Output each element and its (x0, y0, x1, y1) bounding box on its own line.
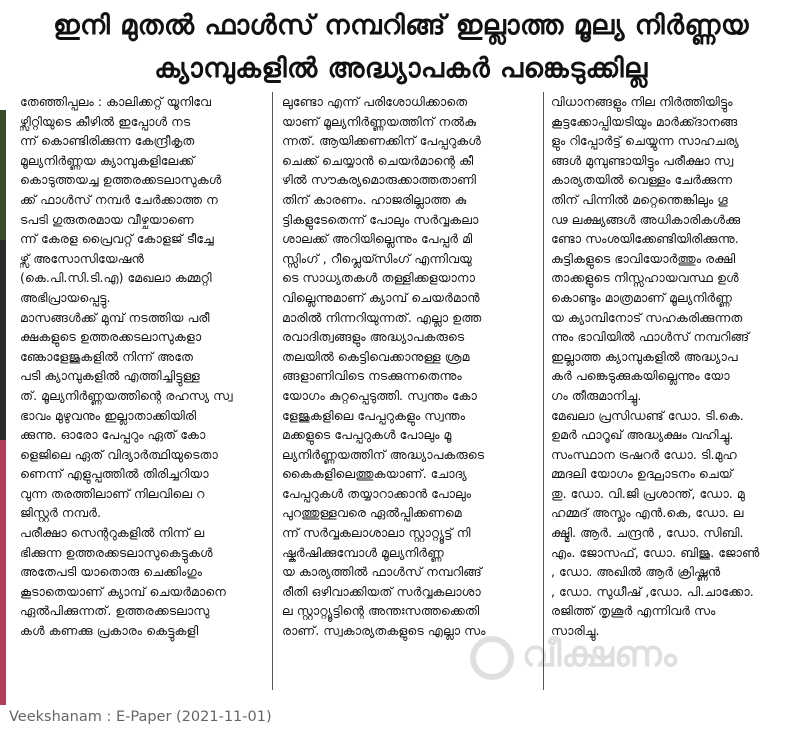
column-3-paragraph-1: വിധാനങ്ങളും നില നിർത്തിയിട്ടും കൂട്ടക്കോപ്പിയടിയും മാർക്ക്ദാനങ്ങ ളും റിപ്പോർട്ട് ചെയ്യുന്ന സാഹചര്യ ങ്ങൾ മുമ്പുണ്ടായിട്ടും പരീക്ഷാ സ്വ കാര്യതയിൽ വെള്ളം ചേർക്കുന്ന തിന് പിന്നിൽ മറ്റെന്തെങ്കിലും ഗൂ ഢ ലക്ഷ്യങ്ങൾ അധികാരികൾക്കു ണ്ടോ സംശയിക്കേണ്ടിയിരിക്കുന്നു. (551, 94, 741, 247)
adjacent-article-photo-strip (0, 110, 6, 705)
headline-line-1: ഇനി മുതൽ ഫാൾസ് നമ്പറിങ്ങ് ഇല്ലാത്ത മൂല്യ നിർണ്ണയ (53, 10, 749, 41)
article-body (20, 92, 795, 690)
article-column-1 (20, 92, 263, 690)
column-1-paragraph-3: പരീക്ഷാ സെന്ററുകളിൽ നിന്ന് ല ഭിക്കുന്ന ഉത്തരക്കടലാസുകെട്ടുകൾ അതേപടി യാതൊരു ചെക്കിംഗും കൂടാതെയാണ് ക്യാമ്പ് ചെയർമാനെ ഏൽപിക്കുന്നത്. ഉത്തരക്കടലാസു കൾ കണക്കു പ്രകാരം കെട്ടുകളി (20, 525, 226, 639)
watermark-logo-icon (470, 636, 514, 680)
watermark-text: വീക്ഷണം (522, 634, 677, 675)
epaper-caption (9, 705, 789, 733)
newspaper-watermark (470, 628, 785, 688)
column-divider (272, 92, 273, 690)
column-3-paragraph-2: കുട്ടികളുടെ ഭാവിയോർത്തും രക്ഷി താക്കളുടെ നിസ്സഹായവസ്ഥ ഉൾ കൊണ്ടും മാത്രമാണ് മൂല്യനിർണ്ണ യ ക്യാമ്പിനോട് സഹകരിക്കുന്നത ന്നും ഭാവിയിൽ ഫാൾസ് നമ്പറിങ്ങ് ഇല്ലാത്ത ക്യാമ്പുകളിൽ അദ്ധ്യാപ കർ പങ്കെടുക്കുകയില്ലെന്നും യോ ഗം തീരുമാനിച്ചു. (551, 250, 750, 403)
photo-edge-bottom (0, 440, 6, 705)
article-column-3 (551, 92, 797, 690)
column-1-paragraph-2: മാസങ്ങൾക്ക് മുമ്പ് നടത്തിയ പരീ ക്ഷകളുടെ ഉത്തരക്കടലാസുകളാ ണ്കോളേജുകളിൽ നിന്ന് അതേ പടി ക്യാമ്പുകളിൽ എത്തിച്ചിട്ടുള്ള ത്. മൂല്യനിർണ്ണയത്തിന്റെ രഹസ്യ സ്വ ഭാവം മുഴുവനും ഇല്ലാതാക്കിയിരി ക്കുന്നു. ഓരോ പേപ്പറും ഏത് കോ ളെജിലെ ഏത് വിദ്യാർത്ഥിയുടെതാ ണെന്ന് എളുപ്പത്തിൽ തിരിച്ചറിയാ വുന്ന തരത്തിലാണ് നിലവിലെ റ ജിസ്റ്റർ നമ്പർ. (20, 309, 233, 521)
column-2-paragraph-1: ലുണ്ടോ എന്ന് പരിശോധിക്കാതെ യാണ് മൂല്യനിർണ്ണയത്തിന് നൽകു ന്നത്. ആയിക്കണക്കിന് പേപ്പറുകൾ ചെക്ക് ചെയ്യാൻ ചെയർമാന്റെ കീ ഴിൽ സൗകര്യമൊരുക്കാത്തതാണി തിന് കാരണം. ഹാജരില്ലാത്ത കു ട്ടികളുടേതെന്ന് പോലും സർവ്വകലാ ശാലക്ക് അറിയില്ലെന്നും പേപ്പർ മി സ്സിംഗ് , റീപ്ലെയ്സിംഗ് എന്നിവയു ടെ സാധ്യതകൾ തള്ളിക്കളയാനാ വില്ലെന്നുമാണ് ക്യാമ്പ് ചെയർമാൻ മാരിൽ നിന്നറിയുന്നത്. എല്ലാ ഉത്ത രവാദിത്വങ്ങളും അദ്ധ്യാപകരുടെ തലയിൽ കെട്ടിവെക്കാനുള്ള ശ്രമ ങ്ങളാണിവിടെ നടക്കുന്നതെന്നും യോഗം കുറ്റപ്പെടുത്തി. സ്വന്തം കോ ളേജുകളിലെ പേപ്പറുകളും സ്വന്തം മക്കളുടെ പേപ്പറുകൾ പോലും മൂ ല്യനിർണ്ണയത്തിന് അദ്ധ്യാപകരുടെ കൈകളിലെത്തുകയാണ്. ചോദ്യ പേപ്പറുകൾ തയ്യാറാക്കാൻ പോലും പുറത്തുള്ളവരെ ഏൽപ്പിക്കണമെ ന്ന് സർവ്വകലാശാലാ സ്റ്റാറ്റ്യൂട്ട് നി ഷ്കർഷിക്കുമ്പോൾ മൂല്യനിർണ്ണ യ കാര്യത്തിൽ ഫാൾസ് നമ്പറിങ്ങ് രീതി ഒഴിവാക്കിയത് സർവ്വകലാശാ ല സ്റ്റാറ്റ്യൂട്ടിന്റെ അന്തഃസത്തക്കെതി രാണ്. സ്വകാര്യതകളുടെ എല്ലാ സം (282, 94, 486, 639)
column-1-paragraph-1: തേഞ്ഞിപ്പലം : കാലിക്കറ്റ് യൂനിവേ ഴ്സിറ്റിയുടെ കീഴിൽ ഇപ്പോൾ നട ന്ന് കൊണ്ടിരിക്കുന്ന കേന്ദ്രീകൃത മൂല്യനിർണ്ണയ ക്യാമ്പുകളിലേക്ക് കൊടുത്തയച്ച ഉത്തരക്കടലാസുകൾ ക്ക് ഫാൾസ് നമ്പർ ചേർക്കാത്ത ന ടപടി ഗുരുതരമായ വീഴ്ചയാണെ ന്ന് കേരള പ്രൈവറ്റ് കോളജ് ടീച്ചേ ഴ്സ് അസോസിയേഷൻ (കെ.പി.സി.ടി.എ) മേഖലാ കമ്മറ്റി അഭിപ്രായപ്പെട്ടു. (20, 94, 222, 305)
photo-edge-top (0, 110, 6, 240)
column-divider (543, 92, 544, 690)
column-3-paragraph-3: മേഖലാ പ്രസിഡണ്ട് ഡോ. ടി.കെ. ഉമർ ഫാറൂഖ് അദ്ധ്യക്ഷം വഹിച്ചു. സംസ്ഥാന ട്രഷറർ ഡോ. ടി.മുഹ മ്മദലി യോഗം ഉദ്ഘാടനം ചെയ് തു. ഡോ. വി.ജി പ്രശാന്ത്, ഡോ. മു ഹമ്മദ് അസ്ലം എൻ.കെ, ഡോ. ല ക്ഷ്മി. ആർ. ചന്ദ്രൻ , ഡോ. സിബി. എം. ജോസഫ്, ഡോ. ബിജു. ജോൺ , ഡോ. അഖിൽ ആർ ക്രിഷ്ണൻ , ഡോ. സുധീഷ് ,ഡോ. പി.ചാക്കോ. രജിത്ത് തൃശൂർ എന്നിവർ സം സാരിച്ചു. (551, 407, 760, 639)
photo-edge-middle (0, 240, 6, 440)
epaper-caption-text: Veekshanam : E-Paper (2021-11-01) (9, 709, 272, 725)
headline-line-2: ക്യാമ്പുകളിൽ അദ്ധ്യാപകർ പങ്കെടുക്കില്ല (154, 53, 648, 84)
article-column-2 (282, 92, 537, 690)
article-headline (10, 4, 792, 90)
